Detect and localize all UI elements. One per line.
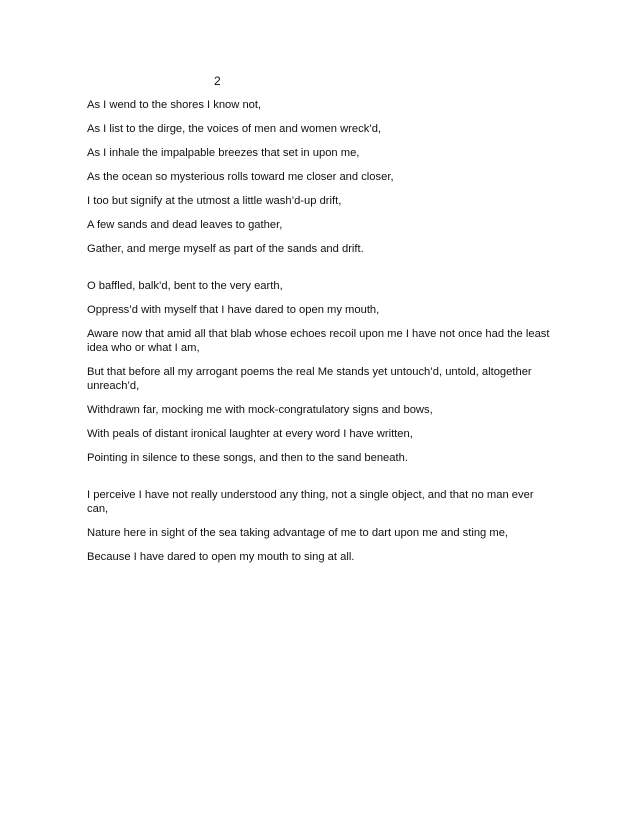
poem-line: With peals of distant ironical laughter at every word I have written, (87, 428, 413, 440)
stanza-1 (87, 98, 557, 256)
poem-line: Nature here in sight of the sea taking advantage of me to dart upon me and sting me, (87, 527, 509, 539)
stanza-2 (87, 279, 557, 465)
poem-line: A few sands and dead leaves to gather, (87, 219, 283, 231)
poem-line: As I wend to the shores I know not, (87, 99, 262, 111)
poem-line: Oppress’d with myself that I have dared to open my mouth, (87, 304, 380, 316)
poem-line: As the ocean so mysterious rolls toward me closer and closer, (87, 171, 394, 183)
stanza-3 (87, 488, 557, 564)
poem-line: Pointing in silence to these songs, and then to the sand beneath. (87, 452, 408, 464)
poem-line: O baffled, balk’d, bent to the very earth, (87, 280, 283, 292)
page-number: 2 (214, 74, 221, 88)
poem-line: Aware now that amid all that blab whose echoes recoil upon me I have not once had the least idea who or what I am, (87, 328, 550, 354)
poem-line: I perceive I have not really understood any thing, not a single object, and that no man ever can, (87, 489, 534, 515)
poem-line: But that before all my arrogant poems the real Me stands yet untouch’d, untold, altogether unreach’d, (87, 366, 532, 392)
poem-line: Because I have dared to open my mouth to sing at all. (87, 551, 355, 563)
poem-line: As I inhale the impalpable breezes that set in upon me, (87, 147, 360, 159)
poem-line: As I list to the dirge, the voices of men and women wreck’d, (87, 123, 382, 135)
poem-line: I too but signify at the utmost a little wash’d-up drift, (87, 195, 342, 207)
poem-body (87, 98, 557, 587)
poem-line: Withdrawn far, mocking me with mock-congratulatory signs and bows, (87, 404, 433, 416)
poem-line: Gather, and merge myself as part of the sands and drift. (87, 243, 364, 255)
